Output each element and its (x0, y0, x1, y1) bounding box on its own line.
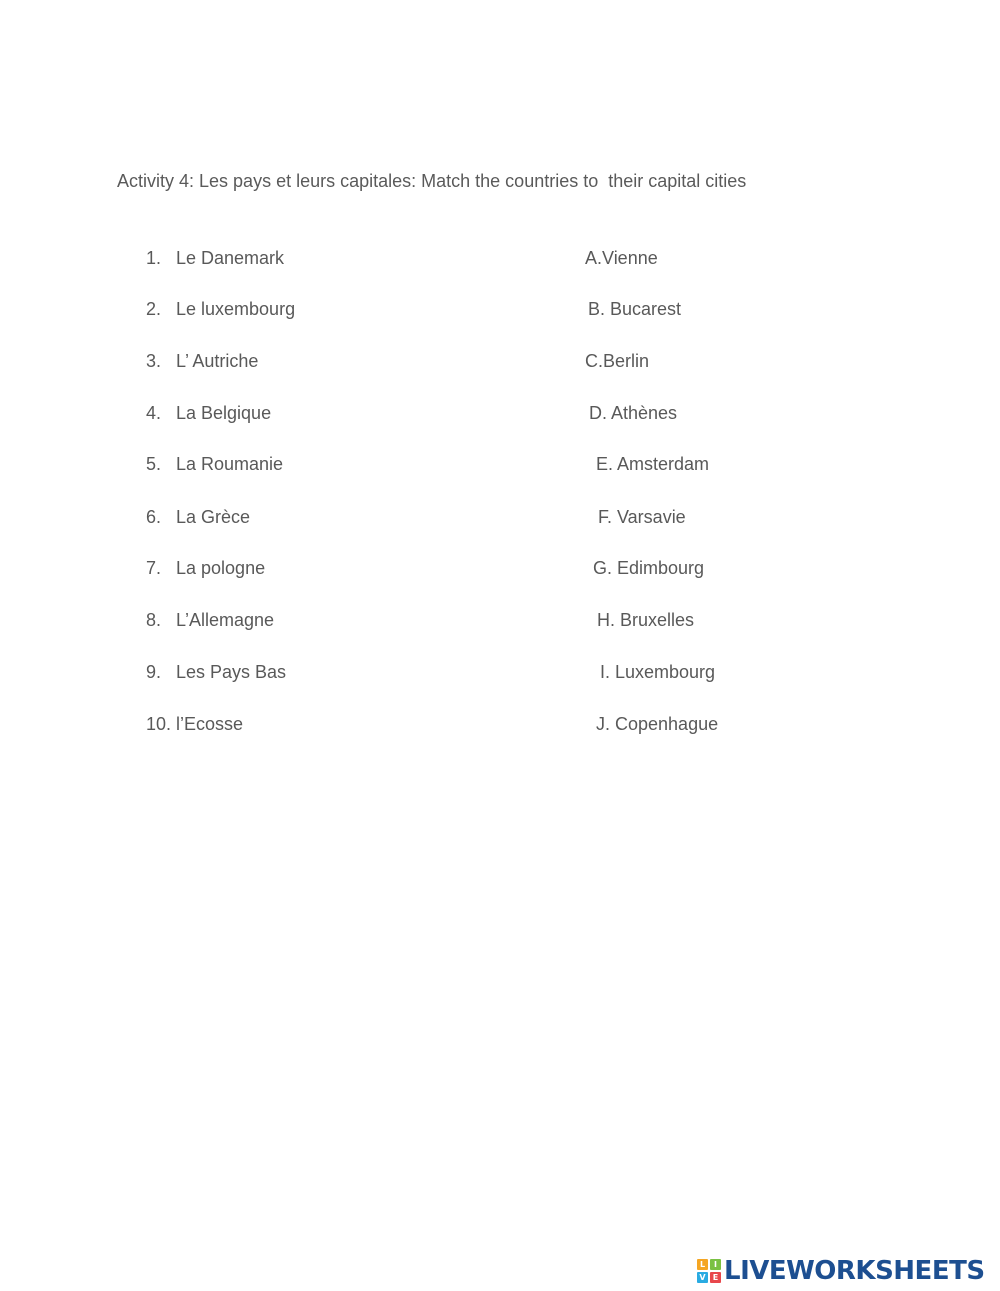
liveworksheets-logo (697, 1256, 985, 1286)
logo-block: E (710, 1272, 721, 1283)
capital-name: I. Luxembourg (600, 662, 716, 682)
list-item (0, 555, 1000, 581)
item-number: 8. (146, 610, 162, 630)
logo-block: L (697, 1259, 708, 1270)
list-item (0, 245, 1000, 271)
item-number: 3. (146, 351, 162, 371)
capital-name: H. Bruxelles (597, 610, 695, 630)
logo-text: LIVEWORKSHEETS (724, 1256, 985, 1286)
country-name: L’ Autriche (176, 351, 259, 371)
country-name: Le Danemark (176, 248, 285, 268)
page-title: Activity 4: Les pays et leurs capitales: Match the countries to their capital cities (117, 171, 747, 191)
country-name: Les Pays Bas (176, 662, 287, 682)
item-number: 1. (146, 248, 162, 268)
logo-blocks-icon (697, 1259, 721, 1283)
list-item (0, 400, 1000, 426)
country-name: La Roumanie (176, 454, 284, 474)
item-number: 7. (146, 558, 162, 578)
country-name: La Belgique (176, 403, 272, 423)
list-item (0, 504, 1000, 530)
list-item (0, 296, 1000, 322)
list-item (0, 659, 1000, 685)
country-name: l’Ecosse (176, 714, 244, 734)
country-name: La Grèce (176, 507, 251, 527)
capital-name: J. Copenhague (596, 714, 719, 734)
country-name: Le luxembourg (176, 299, 296, 319)
list-item (0, 607, 1000, 633)
logo-block: I (710, 1259, 721, 1270)
item-number: 6. (146, 507, 162, 527)
list-item (0, 451, 1000, 477)
item-number: 4. (146, 403, 162, 423)
country-name: L’Allemagne (176, 610, 275, 630)
item-number: 9. (146, 662, 162, 682)
item-number: 5. (146, 454, 162, 474)
capital-name: A.Vienne (585, 248, 658, 268)
logo-block: V (697, 1272, 708, 1283)
country-name: La pologne (176, 558, 266, 578)
capital-name: F. Varsavie (598, 507, 686, 527)
list-item (0, 348, 1000, 374)
item-number: 2. (146, 299, 162, 319)
list-item (0, 711, 1000, 737)
capital-name: E. Amsterdam (596, 454, 710, 474)
capital-name: D. Athènes (589, 403, 678, 423)
item-number: 10. (146, 714, 172, 734)
capital-name: B. Bucarest (588, 299, 682, 319)
capital-name: G. Edimbourg (593, 558, 705, 578)
capital-name: C.Berlin (585, 351, 650, 371)
